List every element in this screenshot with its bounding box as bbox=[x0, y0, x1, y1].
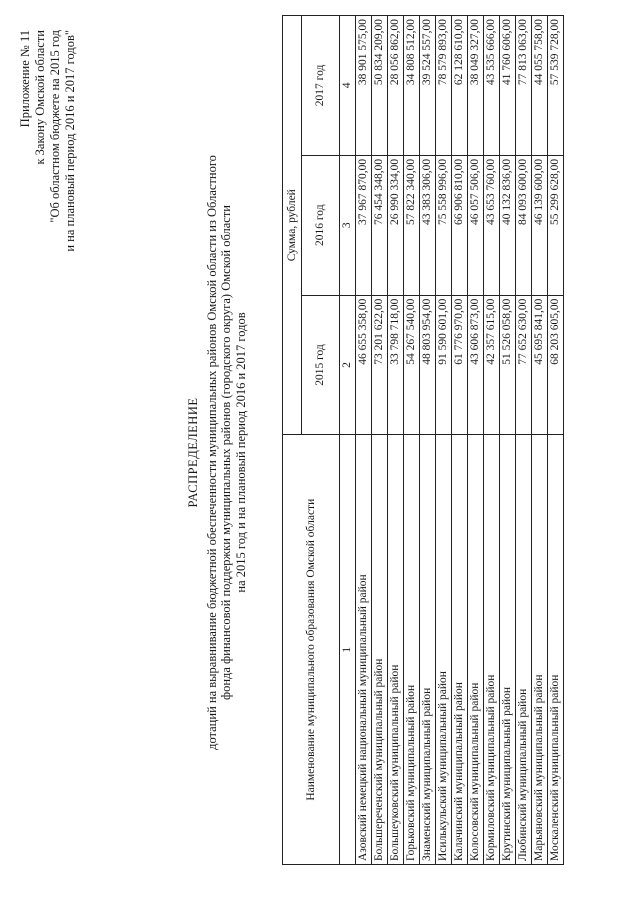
amount-2016: 43 653 760,00 bbox=[484, 155, 500, 295]
name-column-header: Наименование муниципального образования Омской области bbox=[283, 435, 340, 865]
amount-2016: 84 093 600,00 bbox=[516, 155, 532, 295]
amount-2015: 46 655 358,00 bbox=[356, 295, 372, 435]
document-title: РАСПРЕДЕЛЕНИЕ bbox=[186, 397, 200, 508]
amount-2016: 26 990 334,00 bbox=[388, 155, 404, 295]
table-row bbox=[420, 16, 436, 865]
amount-2017: 34 808 512,00 bbox=[404, 16, 420, 156]
amount-2016: 40 132 836,00 bbox=[500, 155, 516, 295]
table-row bbox=[516, 16, 532, 865]
amount-2017: 77 813 063,00 bbox=[516, 16, 532, 156]
amount-2017: 38 049 327,00 bbox=[468, 16, 484, 156]
district-name: Исилькульский муниципальный район bbox=[436, 435, 452, 865]
district-name: Большеуковский муниципальный район bbox=[388, 435, 404, 865]
amount-2017: 62 128 610,00 bbox=[452, 16, 468, 156]
amount-2017: 57 539 728,00 bbox=[548, 16, 564, 156]
amount-2016: 43 383 306,00 bbox=[420, 155, 436, 295]
table-row bbox=[388, 16, 404, 865]
district-name: Крутинский муниципальный район bbox=[500, 435, 516, 865]
district-name: Знаменский муниципальный район bbox=[420, 435, 436, 865]
appendix-law-title-1: "Об областном бюджете на 2015 год bbox=[48, 30, 62, 223]
sum-group-header: Сумма, рублей bbox=[283, 16, 302, 435]
amount-2015: 43 606 873,00 bbox=[468, 295, 484, 435]
district-name: Марьяновский муниципальный район bbox=[532, 435, 548, 865]
year-2016-header: 2016 год bbox=[302, 155, 340, 295]
amount-2017: 43 535 666,00 bbox=[484, 16, 500, 156]
subsidy-distribution-table bbox=[282, 15, 564, 865]
table-row bbox=[356, 16, 372, 865]
table-row bbox=[452, 16, 468, 865]
amount-2017: 39 524 557,00 bbox=[420, 16, 436, 156]
district-name: Калачинский муниципальный район bbox=[452, 435, 468, 865]
amount-2015: 51 526 058,00 bbox=[500, 295, 516, 435]
amount-2015: 33 798 718,00 bbox=[388, 295, 404, 435]
year-2015-header: 2015 год bbox=[302, 295, 340, 435]
district-name: Кормиловский муниципальный район bbox=[484, 435, 500, 865]
table-row bbox=[436, 16, 452, 865]
table-row bbox=[468, 16, 484, 865]
amount-2015: 42 357 615,00 bbox=[484, 295, 500, 435]
appendix-law-title-2: и на плановый период 2016 и 2017 годов" bbox=[63, 30, 77, 252]
amount-2016: 76 454 348,00 bbox=[372, 155, 388, 295]
table-row bbox=[548, 16, 564, 865]
amount-2015: 54 267 540,00 bbox=[404, 295, 420, 435]
amount-2015: 68 203 605,00 bbox=[548, 295, 564, 435]
column-number-4: 4 bbox=[340, 16, 356, 156]
table-row bbox=[500, 16, 516, 865]
amount-2016: 55 299 628,00 bbox=[548, 155, 564, 295]
amount-2017: 28 056 862,00 bbox=[388, 16, 404, 156]
amount-2017: 78 579 893,00 bbox=[436, 16, 452, 156]
district-name: Азовский немецкий национальный муниципальный район bbox=[356, 435, 372, 865]
column-number-1: 1 bbox=[340, 435, 356, 865]
amount-2016: 75 558 996,00 bbox=[436, 155, 452, 295]
document-subtitle-line-2: фонда финансовой поддержки муниципальных районов (городского округа) Омской области bbox=[219, 205, 233, 701]
amount-2015: 73 201 622,00 bbox=[372, 295, 388, 435]
district-name: Любинский муниципальный район bbox=[516, 435, 532, 865]
table-row bbox=[484, 16, 500, 865]
amount-2017: 38 901 575,00 bbox=[356, 16, 372, 156]
amount-2015: 48 803 954,00 bbox=[420, 295, 436, 435]
appendix-number: Приложение № 11 bbox=[18, 30, 32, 128]
table-row bbox=[372, 16, 388, 865]
amount-2015: 91 590 601,00 bbox=[436, 295, 452, 435]
amount-2016: 37 967 870,00 bbox=[356, 155, 372, 295]
column-number-3: 3 bbox=[340, 155, 356, 295]
amount-2015: 77 652 630,00 bbox=[516, 295, 532, 435]
amount-2016: 66 906 810,00 bbox=[452, 155, 468, 295]
document-title-block bbox=[186, 0, 248, 905]
district-name: Москаленский муниципальный район bbox=[548, 435, 564, 865]
amount-2015: 45 695 841,00 bbox=[532, 295, 548, 435]
document-subtitle-line-3: на 2015 год и на плановый период 2016 и 2017 годов bbox=[233, 312, 248, 593]
amount-2015: 61 776 970,00 bbox=[452, 295, 468, 435]
document-subtitle-line-1: дотаций на выравнивание бюджетной обеспеченности муниципальных районов Омской области из Областного bbox=[204, 155, 219, 750]
table-row bbox=[404, 16, 420, 865]
amount-2017: 44 055 758,00 bbox=[532, 16, 548, 156]
table-row bbox=[532, 16, 548, 865]
district-name: Большереченский муниципальный район bbox=[372, 435, 388, 865]
column-number-2: 2 bbox=[340, 295, 356, 435]
appendix-law-ref: к Закону Омской области bbox=[33, 30, 47, 165]
district-name: Колосовский муниципальный район bbox=[468, 435, 484, 865]
appendix-header bbox=[18, 30, 78, 252]
amount-2016: 46 139 600,00 bbox=[532, 155, 548, 295]
amount-2017: 50 834 209,00 bbox=[372, 16, 388, 156]
district-name: Горьковский муниципальный район bbox=[404, 435, 420, 865]
amount-2016: 57 822 340,00 bbox=[404, 155, 420, 295]
amount-2016: 46 057 506,00 bbox=[468, 155, 484, 295]
amount-2017: 41 760 606,00 bbox=[500, 16, 516, 156]
year-2017-header: 2017 год bbox=[302, 16, 340, 156]
